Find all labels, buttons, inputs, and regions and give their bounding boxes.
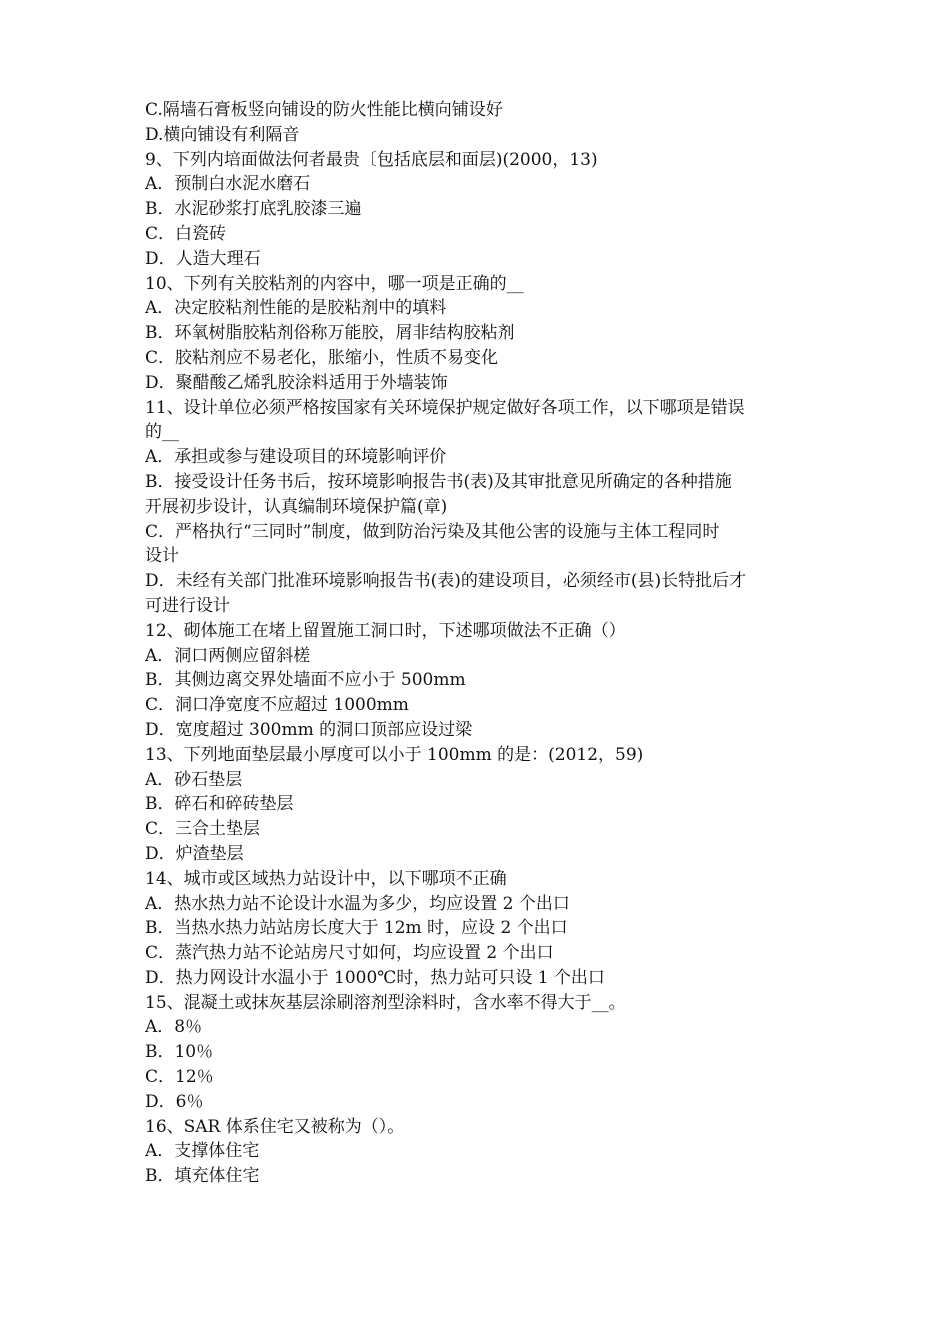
option-line: A．决定胶粘剂性能的是胶粘剂中的填料 <box>145 298 447 319</box>
option-line: 设计 <box>145 546 179 567</box>
question-line: 的__ <box>145 422 179 443</box>
question-line: 10、下列有关胶粘剂的内容中，哪一项是正确的__ <box>145 273 524 294</box>
option-line: D．6％ <box>145 1091 204 1112</box>
question-line: 16、SAR 体系住宅又被称为（）。 <box>145 1116 405 1137</box>
option-line: 开展初步设计，认真编制环境保护篇(章) <box>145 496 448 517</box>
document-body <box>145 98 815 1189</box>
option-line: B．10％ <box>145 1042 214 1063</box>
option-line: A．支撑体住宅 <box>145 1141 260 1162</box>
option-line: C．12％ <box>145 1067 214 1088</box>
text-line: D.横向铺设有利隔音 <box>145 124 300 145</box>
option-line: D．炉渣垫层 <box>145 843 244 864</box>
option-line: B．填充体住宅 <box>145 1166 260 1187</box>
option-line: A．热水热力站不论设计水温为多少，均应设置 2 个出口 <box>145 893 570 914</box>
option-line: B．碎石和碎砖垫层 <box>145 794 294 815</box>
option-line: 可进行设计 <box>145 595 230 616</box>
option-line: C．白瓷砖 <box>145 223 227 244</box>
option-line: D．人造大理石 <box>145 248 261 269</box>
option-line: B．其侧边离交界处墙面不应小于 500mm <box>145 670 466 691</box>
option-line: A．洞口两侧应留斜槎 <box>145 645 311 666</box>
option-line: C．严格执行“三同时”制度，做到防治污染及其他公害的设施与主体工程同时 <box>145 521 720 542</box>
option-line: D．热力网设计水温小于 1000℃时，热力站可只设 1 个出口 <box>145 967 605 988</box>
option-line: C．三合土垫层 <box>145 819 261 840</box>
option-line: D．未经有关部门批准环境影响报告书(表)的建设项目，必须经市(县)长特批后才 <box>145 571 747 592</box>
option-line: A．8％ <box>145 1017 203 1038</box>
text-line: C.隔墙石膏板竖向铺设的防火性能比横向铺设好 <box>145 100 503 120</box>
option-line: B．环氧树脂胶粘剂俗称万能胶，屑非结构胶粘剂 <box>145 323 515 344</box>
question-line: 14、城市或区域热力站设计中，以下哪项不正确 <box>145 868 507 889</box>
question-line: 12、砌体施工在堵上留置施工洞口时，下述哪项做法不正确（） <box>145 620 626 641</box>
option-line: B．水泥砂浆打底乳胶漆三遍 <box>145 199 362 220</box>
option-line: B．当热水热力站站房长度大于 12m 时，应设 2 个出口 <box>145 918 568 939</box>
option-line: A．预制白水泥水磨石 <box>145 174 311 195</box>
option-line: B．接受设计任务书后，按环境影响报告书(表)及其审批意见所确定的各种措施 <box>145 471 732 492</box>
option-line: A．承担或参与建设项目的环境影响评价 <box>145 447 447 468</box>
option-line: C．洞口净宽度不应超过 1000mm <box>145 695 409 716</box>
option-line: A．砂石垫层 <box>145 769 243 790</box>
question-line: 15、混凝土或抹灰基层涂刷溶剂型涂料时，含水率不得大于__。 <box>145 992 626 1013</box>
question-line: 9、下列内培面做法何者最贵〔包括底层和面层)(2000，13) <box>145 149 598 170</box>
question-line: 11、设计单位必须严格按国家有关环境保护规定做好各项工作，以下哪项是错误 <box>145 397 745 418</box>
question-line: 13、下列地面垫层最小厚度可以小于 100mm 的是：(2012，59) <box>145 744 644 765</box>
option-line: C．胶粘剂应不易老化，胀缩小，性质不易变化 <box>145 347 499 368</box>
option-line: C．蒸汽热力站不论站房尺寸如何，均应设置 2 个出口 <box>145 943 554 964</box>
option-line: D．宽度超过 300mm 的洞口顶部应设过梁 <box>145 719 473 740</box>
option-line: D．聚醋酸乙烯乳胶涂料适用于外墙装饰 <box>145 372 448 393</box>
